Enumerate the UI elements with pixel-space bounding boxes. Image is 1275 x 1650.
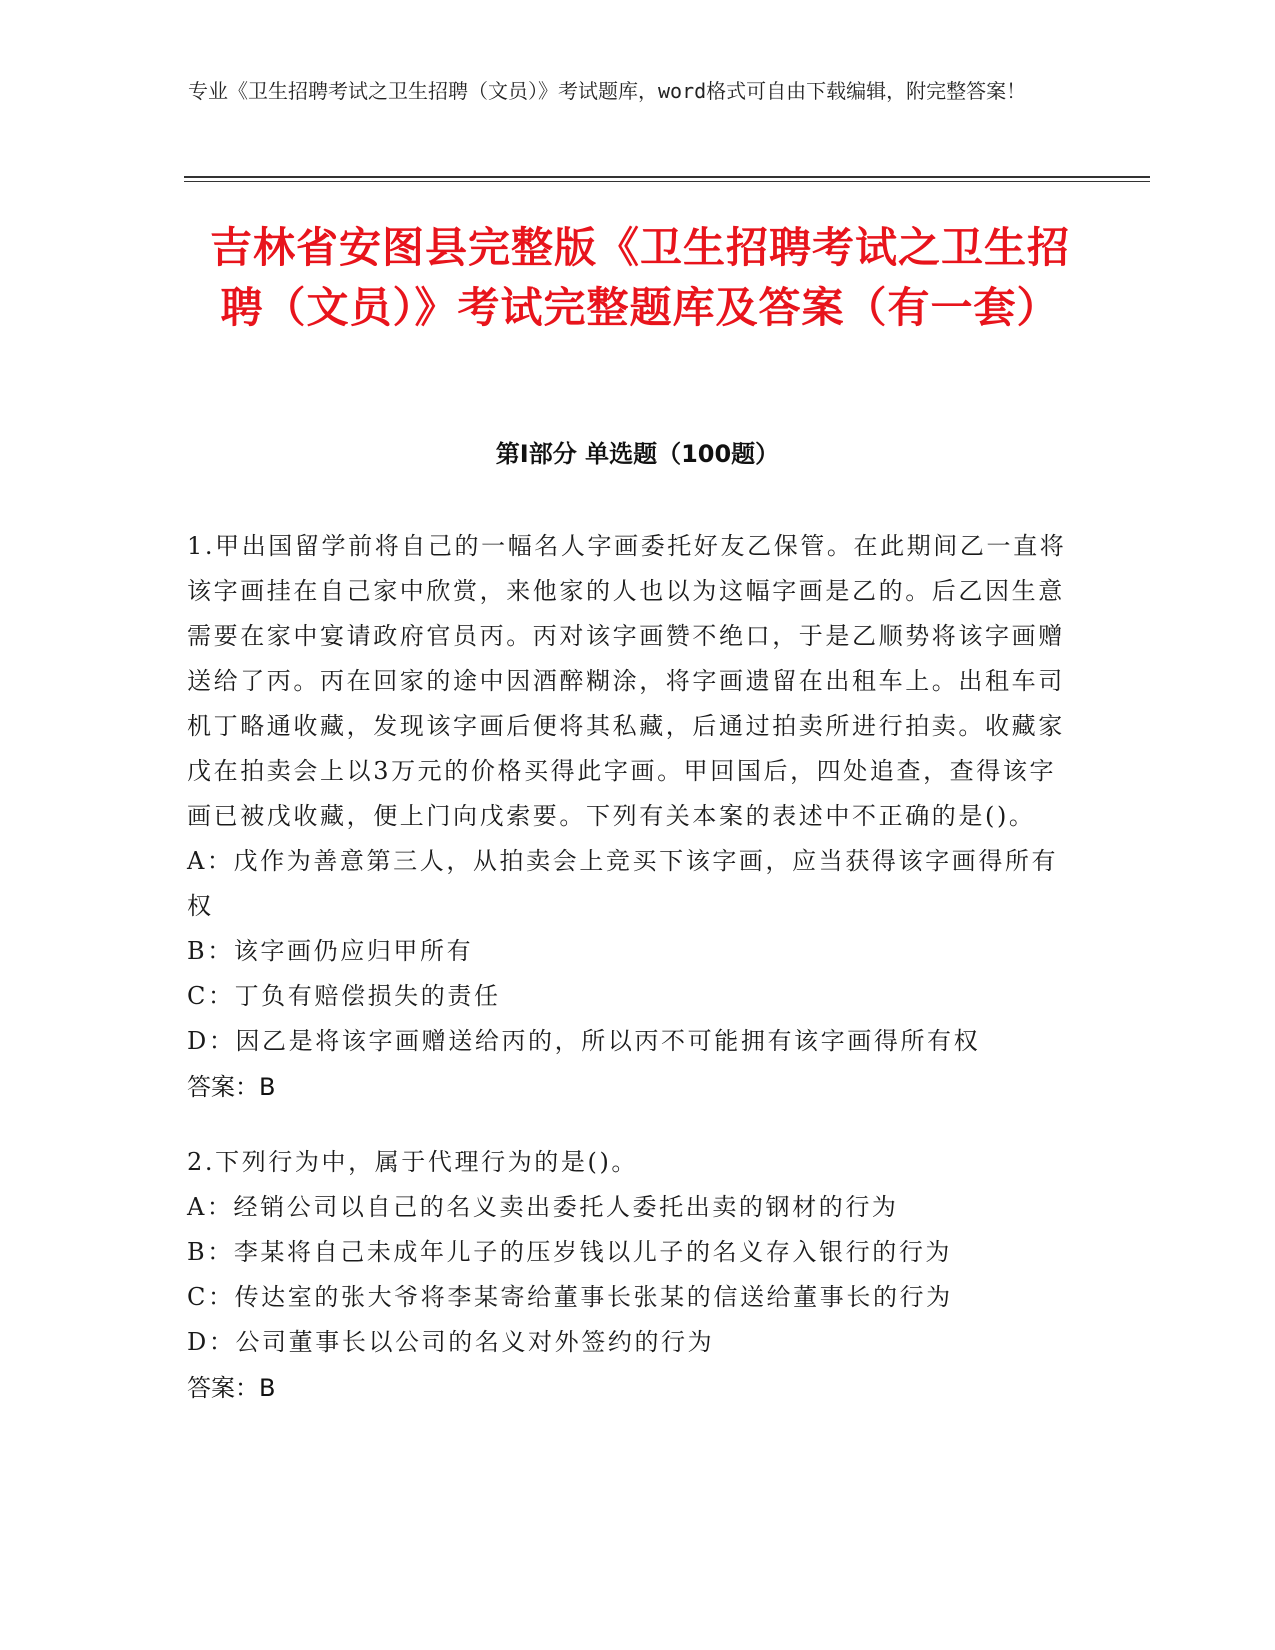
option-b: B：该字画仍应归甲所有 bbox=[187, 937, 474, 965]
option-a: A：经销公司以自己的名义卖出委托人委托出卖的钢材的行为 bbox=[187, 1193, 899, 1221]
question-stem: 1.甲出国留学前将自己的一幅名人字画委托好友乙保管。在此期间乙一直将该字画挂在自己家中欣赏，来他家的人也以为这幅字画是乙的。后乙因生意需要在家中宴请政府官员丙。丙对该字画赞不绝口，于是乙顺势将该字画赠送给了丙。丙在回家的途中因酒醉糊涂，将字画遗留在出租车上。出租车司机丁略通收藏，发现该字画后便将其私藏，后通过拍卖所进行拍卖。收藏家戊在拍卖会上以3万元的价格买得此字画。甲回国后，四处追查，查得该字画已被戊收藏，便上门向戊索要。下列有关本案的表述中不正确的是()。 bbox=[187, 532, 1067, 830]
question-stem: 2.下列行为中，属于代理行为的是()。 bbox=[187, 1148, 639, 1176]
option-d: D：因乙是将该字画赠送给丙的，所以丙不可能拥有该字画得所有权 bbox=[187, 1027, 981, 1055]
section-heading: 第I部分 单选题（100题） bbox=[495, 440, 780, 468]
header-divider-thin bbox=[184, 181, 1150, 182]
option-c: C：传达室的张大爷将李某寄给董事长张某的信送给董事长的行为 bbox=[187, 1283, 953, 1311]
answer-label: 答案：B bbox=[187, 1374, 276, 1402]
header-note: 专业《卫生招聘考试之卫生招聘（文员）》考试题库，word格式可自由下载编辑，附完整答案！ bbox=[188, 79, 1027, 103]
header-divider-thick bbox=[184, 176, 1150, 178]
option-c: C：丁负有赔偿损失的责任 bbox=[187, 982, 501, 1010]
option-d: D：公司董事长以公司的名义对外签约的行为 bbox=[187, 1328, 715, 1356]
answer-label: 答案：B bbox=[187, 1073, 276, 1101]
option-a: A：戊作为善意第三人，从拍卖会上竞买下该字画，应当获得该字画得所有权 bbox=[187, 847, 1059, 920]
question-item bbox=[187, 1140, 1067, 1411]
option-b: B：李某将自己未成年儿子的压岁钱以儿子的名义存入银行的行为 bbox=[187, 1238, 953, 1266]
document-title: 吉林省安图县完整版《卫生招聘考试之卫生招聘（文员）》考试完整题库及答案（有一套） bbox=[209, 223, 1070, 332]
question-list bbox=[187, 524, 1067, 1441]
question-item bbox=[187, 524, 1067, 1110]
